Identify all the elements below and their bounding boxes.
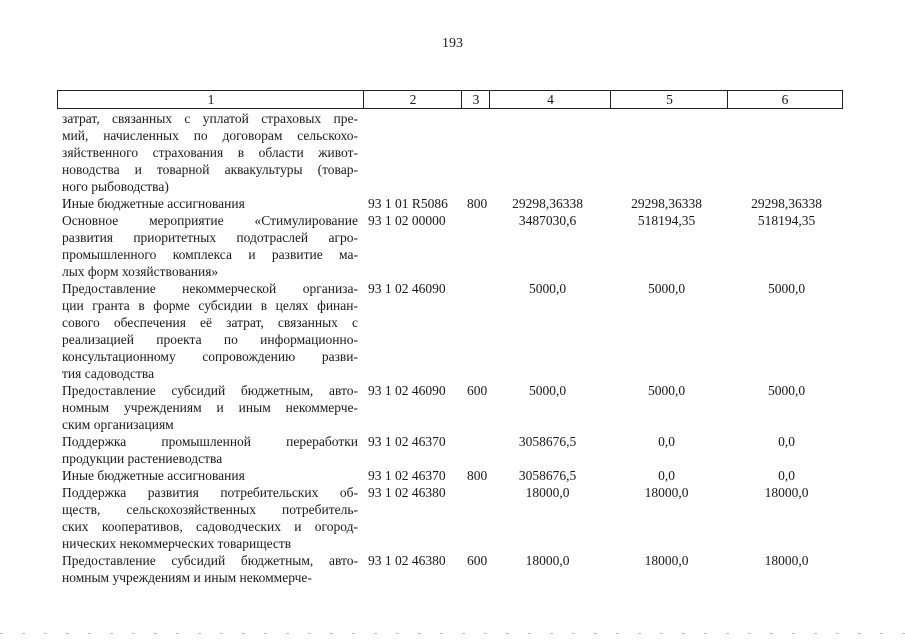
row-code: 93 1 02 46380 — [368, 485, 446, 500]
row-value-col4: 29298,36338 — [512, 196, 583, 211]
row-value-col5: 29298,36338 — [631, 196, 702, 211]
row-code: 93 1 02 00000 — [368, 213, 446, 228]
row-name — [62, 110, 358, 195]
row-value-col6: 5000,0 — [767, 383, 806, 398]
row-code: 93 1 02 46090 — [368, 383, 446, 398]
row-name-line: ществ, сельскохозяйственных потребитель- — [62, 502, 358, 517]
row-name-line: ного рыбоводства) — [62, 179, 169, 194]
row-value-col6: 5000,0 — [767, 281, 806, 296]
row-value-col5: 0,0 — [658, 468, 675, 483]
scan-artifact-line — [0, 633, 905, 634]
row-value-col5: 518194,35 — [637, 213, 696, 228]
row-value-col4: 3487030,6 — [518, 213, 577, 228]
row-code: 93 1 02 46370 — [368, 434, 446, 449]
row-name — [62, 382, 358, 433]
row-value-col6: 29298,36338 — [751, 196, 822, 211]
row-name — [62, 195, 358, 212]
row-name-line: мий, начисленных по договорам сельскохо- — [62, 128, 358, 143]
row-value-col5: 0,0 — [658, 434, 675, 449]
row-name-line: Предоставление субсидий бюджетным, авто- — [62, 553, 358, 568]
header-col-4: 4 — [489, 90, 611, 109]
row-value-col4: 18000,0 — [525, 485, 570, 500]
row-expense-type: 800 — [467, 468, 488, 483]
row-value-col4: 3058676,5 — [518, 434, 577, 449]
row-name-line: Иные бюджетные ассигнования — [62, 196, 245, 211]
header-col-5: 5 — [610, 90, 728, 109]
row-name-line: нических некоммерческих товариществ — [62, 536, 292, 551]
row-name — [62, 433, 358, 467]
row-name — [62, 280, 358, 382]
row-value-col4: 3058676,5 — [518, 468, 577, 483]
row-name-line: зяйственного страхования в области живот- — [62, 145, 358, 160]
row-name-line: продукции растениеводства — [62, 451, 223, 466]
row-code: 93 1 01 R5086 — [368, 196, 448, 211]
row-name-line: промышленного комплекса и развитие ма- — [62, 247, 358, 262]
row-name-line: номным учреждениям и иным некоммерче- — [62, 570, 312, 585]
row-name-line: Поддержка развития потребительских об- — [62, 485, 358, 500]
row-expense-type: 600 — [467, 383, 488, 398]
row-name-line: ским организациям — [62, 417, 174, 432]
row-value-col6: 18000,0 — [764, 553, 809, 568]
header-col-2: 2 — [363, 90, 462, 109]
row-value-col5: 18000,0 — [644, 485, 689, 500]
row-value-col6: 0,0 — [778, 434, 795, 449]
row-name-line: лых форм хозяйствования» — [62, 264, 219, 279]
row-value-col6: 518194,35 — [757, 213, 816, 228]
row-name — [62, 484, 358, 552]
row-name-line: тия садоводства — [62, 366, 155, 381]
row-name-line: затрат, связанных с уплатой страховых пре- — [62, 111, 358, 126]
row-value-col6: 18000,0 — [764, 485, 809, 500]
row-name-line: Поддержка промышленной переработки — [62, 434, 358, 449]
header-col-3: 3 — [461, 90, 490, 109]
row-value-col4: 5000,0 — [528, 383, 567, 398]
page-number: 193 — [442, 36, 463, 51]
row-name-line: развития приоритетных подотраслей агро- — [62, 230, 358, 245]
header-col-1: 1 — [57, 90, 364, 109]
row-name — [62, 212, 358, 280]
row-name-line: ции гранта в форме субсидии в целях финан- — [62, 298, 358, 313]
row-expense-type: 800 — [467, 196, 488, 211]
row-value-col4: 18000,0 — [525, 553, 570, 568]
row-name-line: Предоставление некоммерческой организа- — [62, 281, 358, 296]
header-col-6: 6 — [727, 90, 843, 109]
row-name-line: Иные бюджетные ассигнования — [62, 468, 245, 483]
row-expense-type: 600 — [467, 553, 488, 568]
row-code: 93 1 02 46090 — [368, 281, 446, 296]
row-name — [62, 552, 358, 586]
row-name-line: новодства и товарной аквакультуры (товар- — [62, 162, 358, 177]
row-name-line: консультационному сопровождению разви- — [62, 349, 358, 364]
row-name-line: реализацией проекта по информационно- — [62, 332, 358, 347]
row-value-col6: 0,0 — [778, 468, 795, 483]
row-name-line: сового обеспечения её затрат, связанных с — [62, 315, 358, 330]
row-value-col4: 5000,0 — [528, 281, 567, 296]
row-code: 93 1 02 46380 — [368, 553, 446, 568]
row-name — [62, 467, 358, 484]
row-code: 93 1 02 46370 — [368, 468, 446, 483]
row-value-col5: 5000,0 — [647, 281, 686, 296]
row-value-col5: 18000,0 — [644, 553, 689, 568]
row-value-col5: 5000,0 — [647, 383, 686, 398]
row-name-line: Предоставление субсидий бюджетным, авто- — [62, 383, 358, 398]
row-name-line: Основное мероприятие «Стимулирование — [62, 213, 358, 228]
row-name-line: ских кооперативов, садоводческих и огород- — [62, 519, 358, 534]
row-name-line: номным учреждениям и иным некоммерче- — [62, 400, 358, 415]
